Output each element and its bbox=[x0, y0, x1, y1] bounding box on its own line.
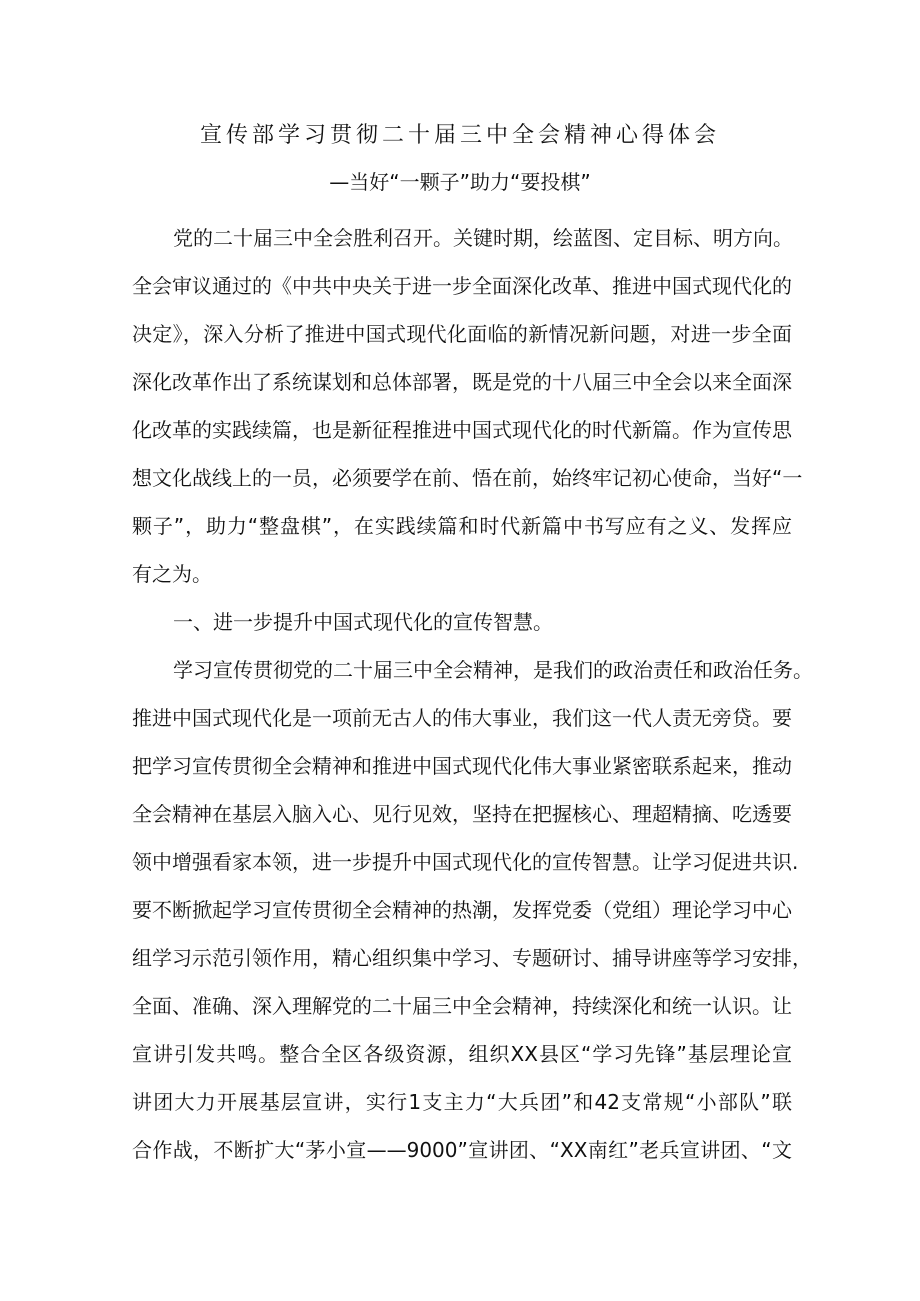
text-line: 全会审议通过的《中共中央关于进一步全面深化改革、推进中国式现代化的 bbox=[132, 274, 792, 298]
text-line: 化改革的实践续篇，也是新征程推进中国式现代化的时代新篇。作为宣传思 bbox=[132, 418, 792, 442]
text-line: 合作战，不断扩大“茅小宣——9000”宣讲团、“XX南红”老兵宣讲团、“文 bbox=[132, 1138, 792, 1162]
paragraph-section-one bbox=[132, 646, 813, 1174]
text-line: 宣讲引发共鸣。整合全区各级资源，组织XX县区“学习先锋”基层理论宣 bbox=[132, 1042, 792, 1066]
text-line: 组学习示范引领作用，精心组织集中学习、专题研讨、捕导讲座等学习安排， bbox=[132, 946, 812, 970]
text-line: 要不断掀起学习宣传贯彻全会精神的热潮，发挥党委（党组）理论学习中心 bbox=[132, 898, 792, 922]
text-line: 决定》，深入分析了推进中国式现代化面临的新情况新问题，对进一步全面 bbox=[132, 322, 792, 346]
document-subtitle: —当好“一颗子”助力“要投棋” bbox=[329, 170, 591, 194]
text-line: 讲团大力开展基层宣讲，实行1支主力“大兵团”和42支常规“小部队”联 bbox=[132, 1090, 792, 1114]
text-line: 领中增强看家本领，进一步提升中国式现代化的宣传智慧。让学习促进共识. bbox=[132, 850, 799, 874]
document-title: 宣传部学习贯彻二十届三中全会精神心得体会 bbox=[199, 123, 720, 148]
text-line: 全会精神在基层入脑入心、见行见效，坚持在把握核心、理超精摘、吃透要 bbox=[132, 802, 792, 826]
text-line: 学习宣传贯彻党的二十届三中全会精神，是我们的政治责任和政治任务。 bbox=[173, 658, 813, 682]
text-line: 把学习宣传贯彻全会精神和推进中国式现代化伟大事业紧密联系起来，推动 bbox=[132, 754, 792, 778]
text-line: 深化改革作出了系统谋划和总体部署，既是党的十八届三中全会以来全面深 bbox=[132, 370, 792, 394]
document-body bbox=[132, 214, 813, 1174]
text-line: 全面、准确、深入理解党的二十届三中全会精神，持续深化和统一认识。让 bbox=[132, 994, 792, 1018]
text-line: 党的二十届三中全会胜利召开。关键时期，绘蓝图、定目标、明方向。 bbox=[173, 226, 793, 250]
text-line: 有之为。 bbox=[132, 562, 212, 586]
text-line: 推进中国式现代化是一项前无古人的伟大事业，我们这一代人责无旁贷。要 bbox=[132, 706, 792, 730]
paragraph-intro bbox=[132, 214, 803, 598]
text-line: 一、进一步提升中国式现代化的宣传智慧。 bbox=[173, 610, 553, 634]
section-heading bbox=[132, 598, 792, 646]
text-line: 颗子”，助力“整盘棋”，在实践续篇和时代新篇中书写应有之义、发挥应 bbox=[132, 514, 792, 538]
text-line: 想文化战线上的一员，必须要学在前、悟在前，始终牢记初心使命，当好“一 bbox=[132, 466, 803, 490]
